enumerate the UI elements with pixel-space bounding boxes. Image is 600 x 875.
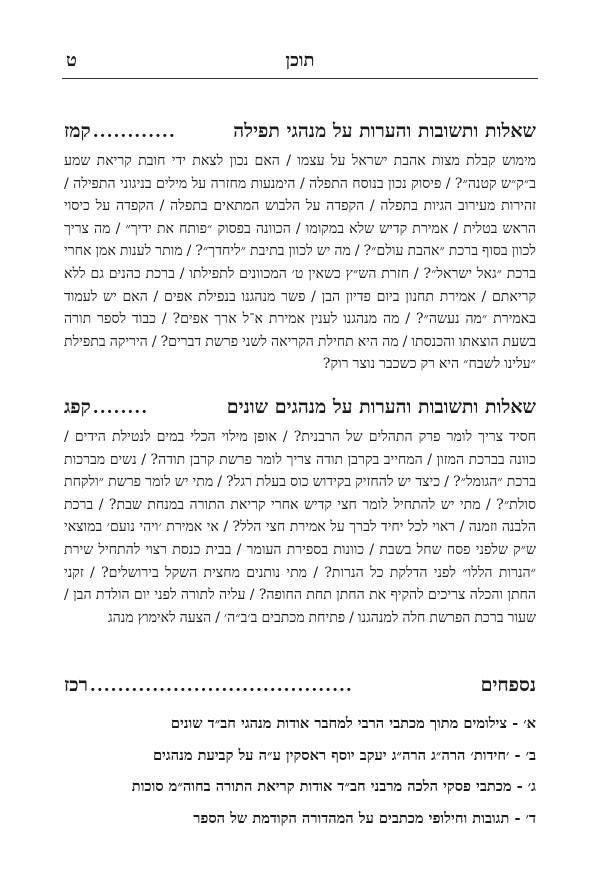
section-heading-prayer-customs — [64, 120, 536, 148]
appendix-item: ד׳ - תגובות וחילופי מכתבים על המהדורה הקודמת של הספר — [193, 809, 536, 827]
appendix-text: מכתבי פסקי הלכה מרבני חב״ד אודות קריאת התורה בחוה״מ סוכות — [131, 778, 512, 795]
appendix-item: ג׳ - מכתבי פסקי הלכה מרבני חב״ד אודות קריאת התורה בחוה״מ סוכות — [131, 778, 536, 795]
dot-leader: ...................................... — [89, 676, 353, 696]
appendix-text: צילומים מתוך מכתבי הרבי למחבר אודות מנהגי חב״ד שונים — [170, 715, 508, 732]
appendix-letter: א׳ — [523, 715, 536, 732]
running-head — [62, 48, 538, 78]
appendix-item: ב׳ - ׳חידות׳ הרה״ג הרה״ג יעקב יוסף ראסקין ע״ה על קביעת מנהגים — [152, 746, 536, 764]
dot-leader: ............ — [92, 122, 176, 142]
section-page-number: קמז — [64, 120, 91, 142]
appendix-list — [64, 708, 536, 834]
section-topics-prayer-customs: מימוש קבלת מצות אהבת ישראל על עצמו / האם נכון לצאת ידי חובת קריאת שמע ב״ק״ש קטנה״? / פיסוק נכון בנוסח התפלה / הימנעות מחזרה על מילים בניגוני התפילה / זהירות מעירוב הגיות בתפלה / הקפדה על הלבוש המתאים בתפלה / הקפדה על כיסוי הראש בטלית / אמירת קדיש שלא במקומו / הכוונה בפסוק ״פותח את ידיך״ / מה צריך לכוון בסוף ברכת ״אהבת עולם״? / מה יש לכוון בתיבת ״ליחדך״? / מותר לענות אמן אחרי ברכת ״גאל ישראל״? / חזרת הש״ץ כשאין ט׳ המכוונים לתפילתו / ברכת כהנים גם ללא קריאתם / אמירת תחנון ביום פדיון הבן / פשר מנהגנו בנפילת אפים / האם יש לעמוד באמירת ״מה נעשה״? / מה מנהגנו לענין אמירת א־ל ארך אפים? / כבוד לספר תורה בשעת הוצאתו והכנסתו / מה היא תחילת הקריאה לשני פרשת דברים? / היריקה בתפילת ״עלינו לשבח״ היא רק כשכבר נוצר רוק? — [64, 153, 536, 373]
section-heading-various-customs — [64, 396, 536, 424]
section-title: שאלות ותשובות והערות על מנהגים שונים — [226, 396, 536, 418]
dot-leader: ........ — [92, 398, 149, 418]
section-heading-appendices — [64, 674, 536, 702]
running-head-rule — [62, 78, 538, 79]
section-page-number: רכז — [64, 674, 88, 696]
running-head-title: תוכן — [285, 50, 315, 71]
running-head-page-number: ט — [66, 50, 77, 71]
appendix-item: א׳ - צילומים מתוך מכתבי הרבי למחבר אודות מנהגי חב״ד שונים — [170, 715, 536, 732]
section-page-number: קפג — [64, 396, 91, 418]
section-title: שאלות ותשובות והערות על מנהגי תפילה — [233, 120, 536, 142]
section-title: נספחים — [480, 674, 536, 696]
appendix-letter: ד׳ — [525, 809, 536, 827]
appendix-letter: ב׳ — [525, 746, 536, 764]
section-topics-various-customs: חסיד צריך לומר פרק התהלים של הרבנית? / אופן מילוי הכלי במים לנטילת הידים / כוונה בברכת המזון / המחייב בקרבן תודה צריך לומר פרשת קרבן תודה? / נשים מברכות ברכת ״הגומל״? / כיצד יש להחזיק בקידוש כוס בעלת רגל? / מתי יש לומר פרשת ״ולקחת סולת״? / מתי יש להתחיל לומר חצי קדיש אחרי קריאת התורה במנחת שבת? / ברכת הלבנה וזמנה / ראוי לכל יחיד לברך על אמירת חצי הלל? / אי אמירת ׳ויהי נועם׳ במוצאי ש״ק שלפני פסח שחל בשבת / כוונות בספירת העומר / בבית כנסת רצוי להתחיל שירת ״הנרות הללו״ לפני הדלקת כל הנרות? / מתי נותנים מחצית השקל בירושלים? / זקני החתן והכלה צריכים להקיף את החתן תחת החופה? / עליה לתורה לפני יום הולדת הבן / שעור ברכת הפרשת חלה למנהגנו / פתיחת מכתבים ב׳ב״ה׳ / הצעה לאימוץ מנהג — [64, 429, 536, 626]
appendix-letter: ג׳ — [527, 778, 536, 795]
appendix-text: ׳חידות׳ הרה״ג הרה״ג יעקב יוסף ראסקין ע״ה על קביעת מנהגים — [152, 746, 510, 764]
appendix-text: תגובות וחילופי מכתבים על המהדורה הקודמת של הספר — [193, 809, 510, 827]
